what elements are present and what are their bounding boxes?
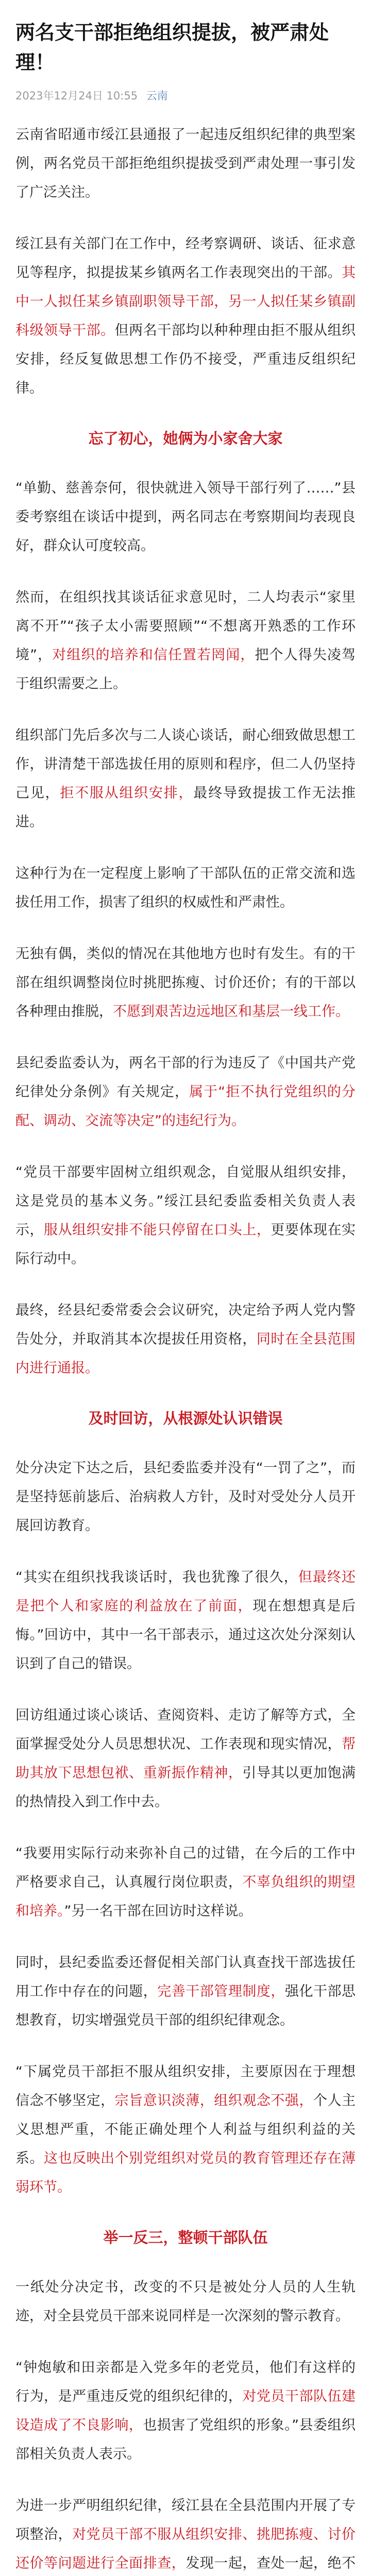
paragraph-text: 最终，经县纪委常委会会议研究，决定给予两人党内警告处分，并取消其本次提拔任用资格，	[15, 1302, 356, 1347]
emphasized-text: 这也反映出个别党组织对党员的教育管理还存在薄弱环节。	[15, 2150, 356, 2195]
emphasized-text: 其中一人拟任某乡镇副职领导干部，另一人拟任某乡镇副科级领导干部。	[15, 265, 356, 338]
paragraph-text: 同时，县纪委监委还督促相关部门认真查找干部选拔任用工作中存在的问题，	[15, 1955, 356, 1999]
emphasized-text: 帮助其放下思想包袱、重新振作精神，	[15, 1736, 356, 1781]
paragraph-text: “下属党员干部拒不服从组织安排，主要原因在于理想信念不够坚定，	[15, 2064, 356, 2109]
article-meta	[15, 88, 356, 103]
paragraph-text: “单勤、慈善奈何，很快就进入领导干部行列了……”县委考察组在谈话中提到，两名同志在考察期间均表现良好，群众认可度较高。	[15, 480, 356, 554]
paragraph-text: 把个人得失凌驾于组织需要之上。	[15, 647, 356, 692]
article-date: 2023年12月24日 10:55	[15, 90, 138, 102]
paragraph-text: 最终导致提拔工作无法推进。	[15, 785, 356, 830]
paragraph-text: 然而，在组织找其谈话征求意见时，二人均表示“家里离不开”“孩子太小需要照顾”“不想离开熟悉的工作环境”，	[15, 589, 356, 663]
article-paragraph	[15, 230, 356, 403]
emphasized-text: 对党员干部队伍建设造成了不良影响，	[15, 2388, 356, 2433]
article-paragraph	[15, 2058, 356, 2202]
paragraph-text: 为进一步严明组织纪律，绥江县在全县范围内开展了专项整治，	[15, 2498, 356, 2543]
emphasized-text: 完善干部管理制度，	[157, 1984, 285, 1999]
emphasized-text: 属于“拒不执行党组织的分配、调动、交流等决定”的违纪行为。	[15, 1084, 356, 1129]
paragraph-text: “我要用实际行动来弥补自己的过错，在今后的工作中严格要求自己，认真履行岗位职责，	[15, 1845, 356, 1890]
paragraph-text: “党员干部要牢固树立组织观念，自觉服从组织安排，这是党员的基本义务。”绥江县纪委监委相关负责人表示，	[15, 1164, 356, 1238]
paragraph-text: 云南省昭通市绥江县通报了一起违反组织纪律的典型案例，两名党员干部拒绝组织提拔受到严肃处理一事引发了广泛关注。	[15, 127, 356, 200]
paragraph-text: 强化干部思想教育，切实增强党员干部的组织纪律观念。	[15, 1984, 356, 2028]
paragraph-text: 发现一起，查处一起，绝不	[185, 2555, 356, 2571]
article-paragraph	[15, 474, 356, 561]
article-body	[15, 121, 356, 2576]
paragraph-text: 绥江县有关部门在工作中，经考察调研、谈话、征求意见等程序，拟提拔某乡镇两名工作表现突出的干部。	[15, 236, 356, 281]
article-paragraph	[15, 721, 356, 837]
article-paragraph	[15, 1948, 356, 2035]
article-paragraph	[15, 2492, 356, 2576]
article-paragraph	[15, 1049, 356, 1136]
section-heading: 举一反三，整顿干部队伍	[103, 2229, 268, 2246]
emphasized-text: 对组织的培养和信任置若罔闻，	[52, 647, 255, 663]
emphasized-text: 对党员干部不服从组织安排、挑肥拣瘦、讨价还价等问题进行全面排查，	[15, 2527, 356, 2571]
paragraph-text: ”另一名干部在回访时这样说。	[64, 1903, 252, 1919]
paragraph-text: 但两名干部均以种种理由拒不服从组织安排，经反复做思想工作仍不接受，严重违反组织纪律。	[15, 323, 356, 396]
article-paragraph	[15, 1563, 356, 1679]
article-paragraph	[15, 1158, 356, 1274]
article-paragraph	[15, 1701, 356, 1817]
emphasized-text: 拒不服从组织安排，	[60, 785, 194, 801]
paragraph-text: 更要体现在实际行动中。	[15, 1222, 356, 1267]
paragraph-text: 引导其以更加饱满的热情投入到工作中去。	[15, 1765, 356, 1810]
article-paragraph	[15, 940, 356, 1026]
section-heading: 及时回访，从根源处认识错误	[88, 1410, 283, 1427]
article-paragraph	[15, 2353, 356, 2469]
emphasized-text: 服从组织安排不能只停留在口头上，	[44, 1222, 271, 1238]
paragraph-text: 现在想想真是后悔。”回访中，其中一名干部表示，通过这次处分深刻认识到了自己的错误。	[15, 1598, 356, 1672]
article-paragraph	[15, 859, 356, 917]
article-title: 两名支干部拒绝组织提拔，被严肃处理！	[15, 21, 329, 74]
article-paragraph	[15, 121, 356, 207]
emphasized-text: 不辜负组织的期望和培养。	[15, 1874, 356, 1919]
article-paragraph	[15, 1454, 356, 1540]
paragraph-text: “钟炮敏和田亲都是入党多年的老党员，他们有这样的行为，是严重违反党的组织纪律的，	[15, 2360, 356, 2404]
emphasized-text: 同时在全县范围内进行通报。	[15, 1331, 356, 1376]
article-paragraph	[15, 2273, 356, 2331]
paragraph-text: 也损害了党组织的形象。”县委组织部相关负责人表示。	[15, 2417, 356, 2462]
section-heading: 忘了初心，她俩为小家舍大家	[88, 430, 283, 447]
emphasized-text: 宗旨意识淡薄，组织观念不强，	[114, 2093, 313, 2109]
paragraph-text: 这种行为在一定程度上影响了干部队伍的正常交流和选拔任用工作，损害了组织的权威性和严肃性。	[15, 866, 356, 910]
article-paragraph	[15, 1839, 356, 1926]
emphasized-text: 但最终还是把个人和家庭的利益放在了前面，	[15, 1569, 356, 1614]
paragraph-text: 一纸处分决定书，改变的不只是被处分人员的人生轨迹，对全县党员干部来说同样是一次深刻的警示教育。	[15, 2279, 356, 2324]
paragraph-text: 回访组通过谈心谈话、查阅资料、走访了解等方式，全面掌握受处分人员思想状况、工作表现和现实情况，	[15, 1707, 356, 1752]
paragraph-text: 个人主义思想严重，不能正确处理个人利益与组织利益的关系。	[15, 2093, 356, 2166]
article-paragraph	[15, 1296, 356, 1383]
emphasized-text: 不愿到艰苦边远地区和基层一线工作。	[113, 1004, 349, 1020]
article-source-link[interactable]: 云南	[146, 90, 168, 102]
paragraph-text: 无独有偶，类似的情况在其他地方也时有发生。有的干部在组织调整岗位时挑肥拣瘦、讨价还价；有的干部以各种理由推脱，	[15, 946, 356, 1020]
paragraph-text: 组织部门先后多次与二人谈心谈话，耐心细致做思想工作，讲清楚干部选拔任用的原则和程序，但二人仍坚持己见，	[15, 727, 356, 801]
paragraph-text: 处分决定下达之后，县纪委监委并没有“一罚了之”，而是坚持惩前毖后、治病救人方针，及时对受处分人员开展回访教育。	[15, 1460, 356, 1534]
article-paragraph	[15, 583, 356, 699]
paragraph-text: “其实在组织找我谈话时，我也犹豫了很久，	[15, 1569, 298, 1585]
paragraph-text: 县纪委监委认为，两名干部的行为违反了《中国共产党纪律处分条例》有关规定，	[15, 1055, 356, 1100]
